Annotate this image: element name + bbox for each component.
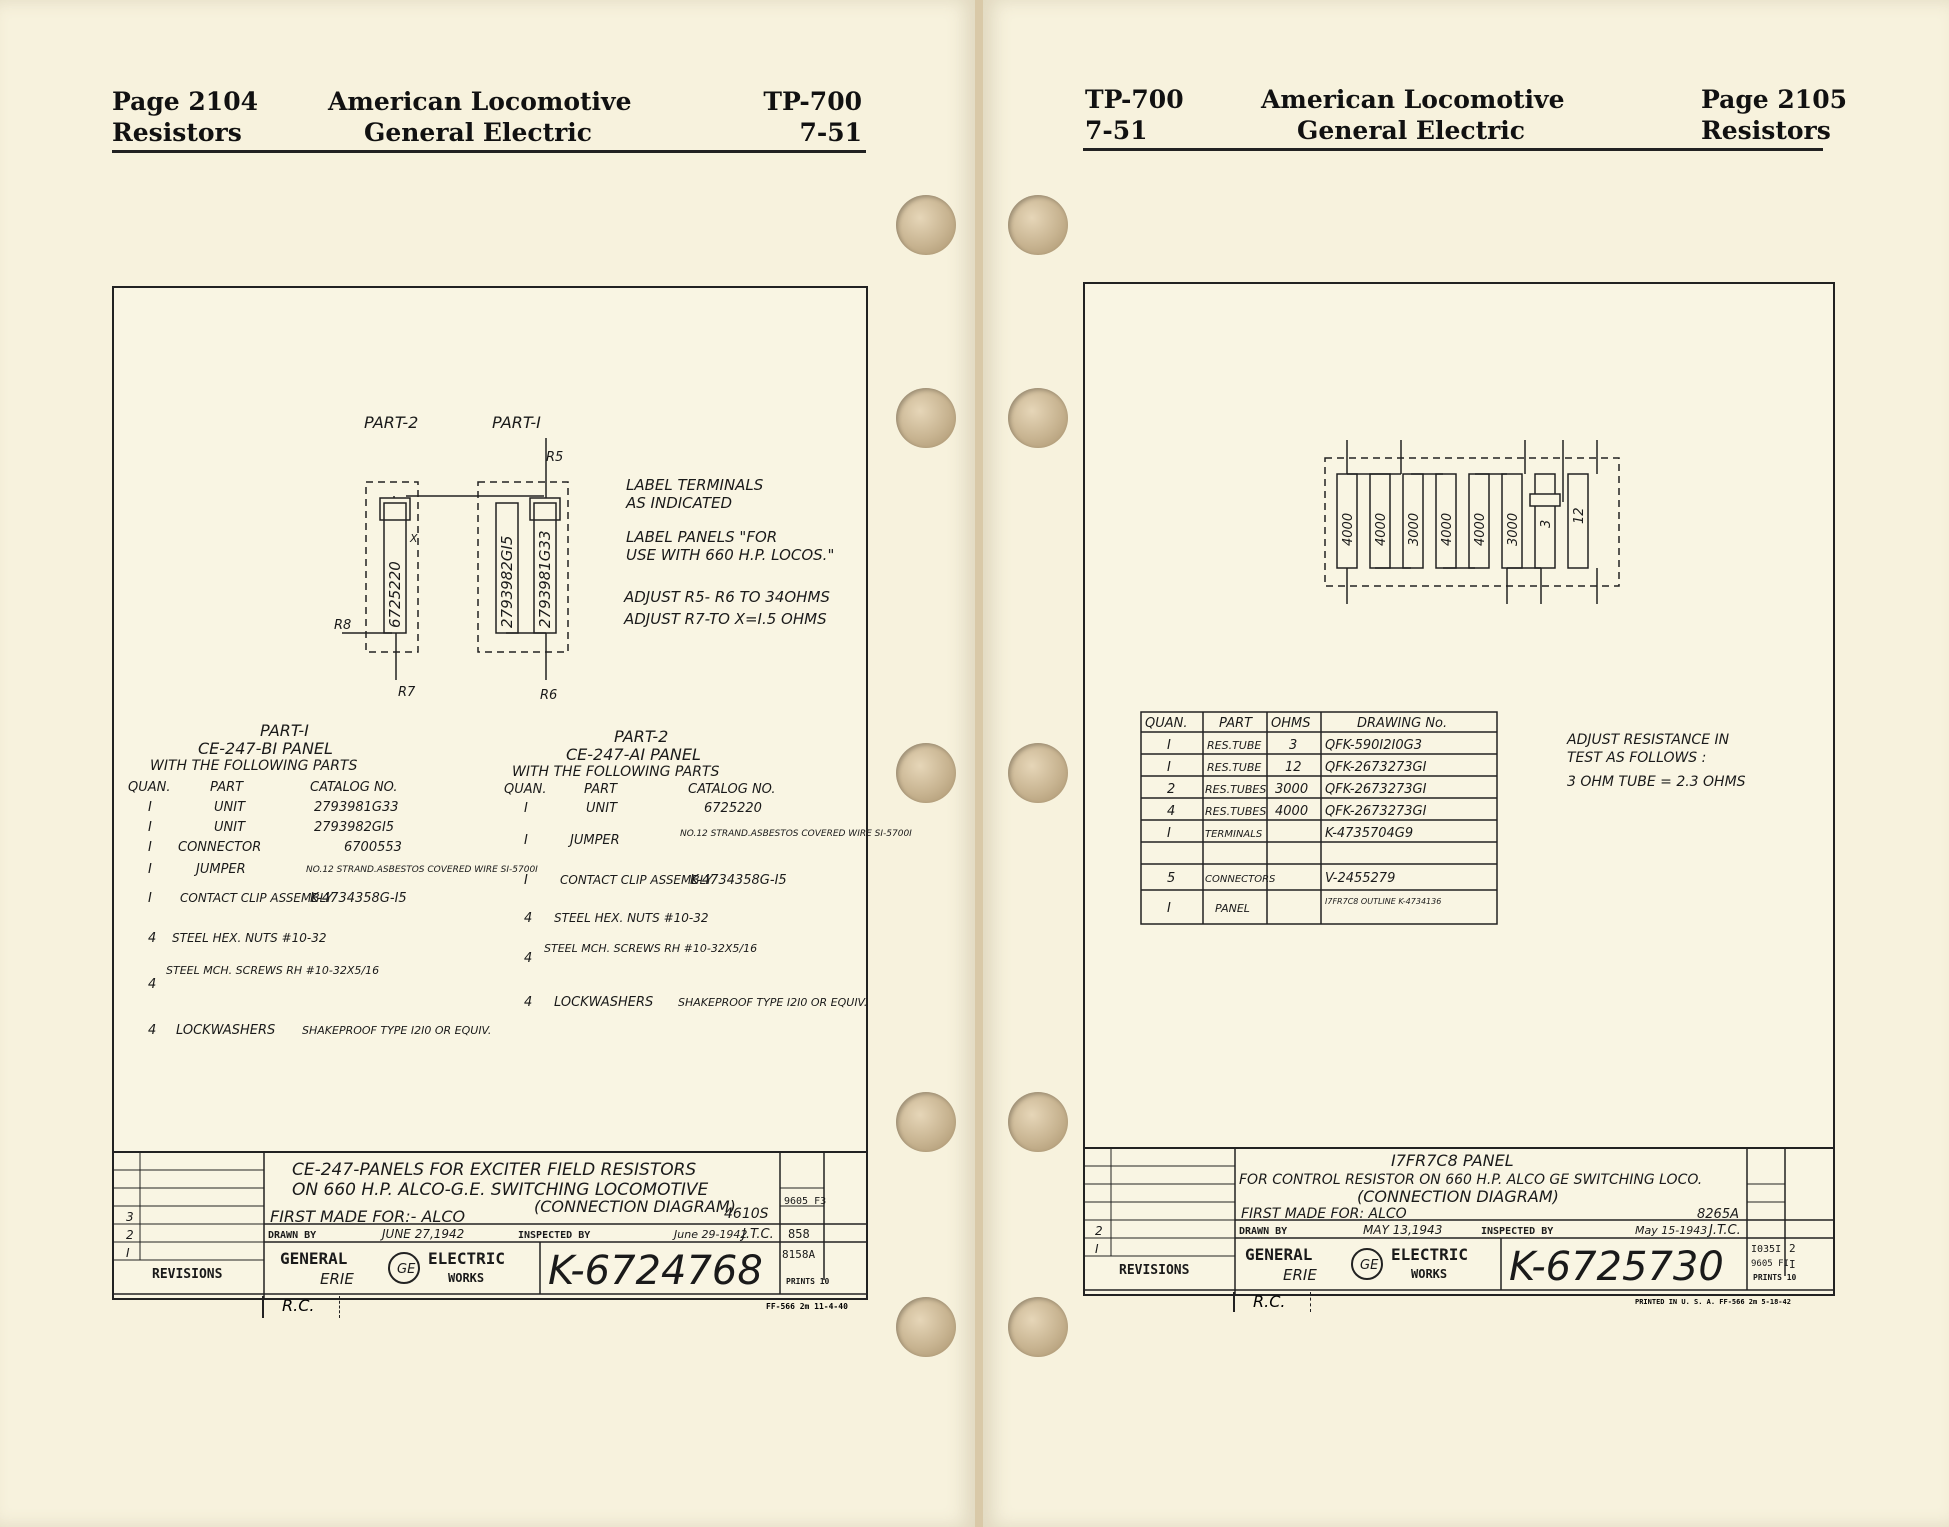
table-header: QUAN. (1145, 716, 1188, 731)
col-header: CATALOG NO. (688, 782, 776, 797)
table-cell: QFK-2673273GI (1325, 804, 1427, 819)
note-line: LABEL PANELS "FOR (626, 528, 778, 546)
form-number: PRINTED IN U. S. A. FF-566 2m 5-18-42 (1635, 1298, 1791, 1306)
company-name: GENERAL (280, 1249, 348, 1268)
note-line: LABEL TERMINALS (626, 476, 764, 494)
part2-title: PART-2 (614, 727, 669, 746)
drawn-by-label: DRAWN BY (1239, 1226, 1288, 1237)
cell: UNIT (214, 800, 246, 815)
drawing-number: K-6724768 (548, 1248, 763, 1294)
cell: I (148, 840, 152, 855)
cell: 4 (148, 1023, 157, 1038)
prints-count: PRINTS 10 (1753, 1273, 1797, 1282)
inspected-by-label: INSPECTED BY (518, 1230, 591, 1241)
cell: STEEL MCH. SCREWS RH #10-32X5/16 (166, 964, 380, 977)
doc-date: 7-51 (799, 118, 862, 147)
sheet-mark: I (1789, 1258, 1796, 1271)
company-name: GENERAL (1245, 1245, 1313, 1264)
r7-label: R7 (398, 685, 416, 700)
col-header: PART (584, 782, 618, 797)
r5-label: R5 (546, 450, 564, 465)
cell: 6700553 (344, 840, 402, 855)
table-cell: PANEL (1215, 902, 1250, 915)
title-line: (CONNECTION DIAGRAM) (1357, 1187, 1559, 1206)
table-cell: I7FR7C8 OUTLINE K-4734136 (1325, 897, 1442, 906)
cell: CONNECTOR (178, 840, 262, 855)
r6-label: R6 (540, 688, 558, 703)
r8-label: R8 (334, 618, 352, 633)
binder-hole (896, 743, 956, 803)
col-header: QUAN. (504, 782, 547, 797)
note-line: ADJUST R5- R6 TO 34OHMS (624, 588, 830, 606)
cell: I (148, 862, 152, 877)
tube-ohms: 4000 (1341, 512, 1356, 546)
table-cell: RES.TUBE (1207, 761, 1262, 774)
drawing-left (114, 288, 912, 1298)
revision-number: 2 (1095, 1224, 1103, 1238)
cell: STEEL MCH. SCREWS RH #10-32X5/16 (544, 942, 758, 955)
cell: 4 (524, 951, 533, 966)
first-made: FIRST MADE FOR: ALCO (1241, 1206, 1407, 1222)
table-header: DRAWING No. (1357, 716, 1448, 731)
col-header: PART (210, 780, 244, 795)
cell: JUMPER (570, 833, 620, 848)
table-cell: I (1167, 760, 1171, 775)
sheet-code: 9605 F3 (784, 1196, 827, 1207)
cell: STEEL HEX. NUTS #10-32 (172, 931, 327, 945)
cell: SHAKEPROOF TYPE I2I0 OR EQUIV. (678, 996, 868, 1009)
tube-ohms: 12 (1572, 507, 1587, 524)
header-rule (1083, 148, 1823, 151)
rc-label: R.C. (262, 1296, 340, 1318)
cell: CONTACT CLIP ASSEMBLY (560, 873, 713, 887)
cell: 4 (148, 931, 157, 946)
table-cell: TERMINALS (1205, 829, 1263, 840)
table-cell: I (1167, 826, 1171, 841)
right-header-doc (1085, 84, 1184, 146)
cell: 4 (524, 995, 533, 1010)
cell: JUMPER (196, 862, 246, 877)
note-line: USE WITH 660 H.P. LOCOS." (626, 546, 835, 564)
title-line: FOR CONTROL RESISTOR ON 660 H.P. ALCO GE SWITCHING LOCO. (1239, 1172, 1703, 1188)
tube-ohms: 4000 (1473, 512, 1488, 546)
drawn-by-label: DRAWN BY (268, 1230, 317, 1241)
binder-hole (1008, 388, 1068, 448)
form-number: FF-566 2m 11-4-40 (766, 1302, 848, 1311)
cell: K-4734358G-I5 (690, 873, 787, 888)
cell: I (148, 820, 152, 835)
doc-number: TP-700 (1085, 85, 1184, 114)
drawing-number: K-6725730 (1509, 1244, 1724, 1290)
table-cell: 3000 (1275, 782, 1309, 797)
part2-label: PART-2 (364, 413, 419, 432)
part1-title: PART-I (260, 721, 309, 740)
sheet-code: 8158A (782, 1248, 816, 1261)
adjust-note: ADJUST RESISTANCE IN (1567, 732, 1730, 748)
revision-number: I (1095, 1242, 1099, 1256)
inspected-date: May 15-1943 (1635, 1224, 1708, 1237)
cell: 2793982GI5 (314, 820, 395, 835)
cell: CONTACT CLIP ASSEMBLY (180, 891, 333, 905)
drawing-sheet-left (112, 286, 912, 1300)
binder-hole (896, 1092, 956, 1152)
part1-panel-outline (478, 482, 568, 652)
table-cell: RES.TUBE (1207, 739, 1262, 752)
order-number: 8265A (1697, 1207, 1739, 1222)
table-cell: 12 (1285, 760, 1302, 775)
cell: 4 (148, 977, 157, 992)
doc-number: TP-700 (763, 87, 862, 116)
tube-ohms: 4000 (1374, 512, 1389, 546)
drawn-date: JUNE 27,1942 (382, 1227, 465, 1241)
company-line-2: General Electric (363, 118, 593, 147)
tube-label: 2793981G33 (536, 530, 554, 628)
drawn-date: MAY 13,1943 (1363, 1223, 1443, 1237)
part1-label: PART-I (492, 413, 541, 432)
cell: I (148, 891, 152, 906)
sheet-code: 858 (788, 1227, 810, 1241)
sheet-code: I035I (1751, 1244, 1782, 1255)
cell: I (524, 873, 528, 888)
part2-subtitle: CE-247-AI PANEL (566, 745, 701, 764)
binder-hole (1008, 1297, 1068, 1357)
rc-label: R.C. (1233, 1292, 1311, 1312)
cell: 2793981G33 (314, 800, 399, 815)
right-header-page-block (1701, 84, 1847, 146)
table-header: PART (1219, 716, 1253, 731)
title-line: CE-247-PANELS FOR EXCITER FIELD RESISTORS (292, 1160, 697, 1180)
table-cell: 4000 (1275, 804, 1309, 819)
binder-hole (896, 1297, 956, 1357)
table-cell: QFK-2673273GI (1325, 760, 1427, 775)
table-cell: 2 (1167, 782, 1176, 797)
table-cell: 4 (1167, 804, 1176, 819)
table-cell: QFK-590I2I0G3 (1325, 738, 1422, 753)
col-header: CATALOG NO. (310, 780, 398, 795)
cell: LOCKWASHERS (554, 995, 654, 1010)
first-made: FIRST MADE FOR:- ALCO (270, 1207, 466, 1226)
title-line: ON 660 H.P. ALCO-G.E. SWITCHING LOCOMOTIVE (292, 1180, 709, 1200)
table-cell: RES.TUBES (1205, 783, 1267, 796)
section-name: Resistors (112, 118, 242, 147)
cell: UNIT (214, 820, 246, 835)
company-name: ELECTRIC (428, 1249, 506, 1268)
table-header: OHMS (1271, 716, 1311, 731)
left-header-company (328, 86, 632, 148)
note-line: AS INDICATED (626, 494, 733, 512)
section-name: Resistors (1701, 116, 1831, 145)
cell: I (524, 833, 528, 848)
cell: STEEL HEX. NUTS #10-32 (554, 911, 709, 925)
left-header-page-block (112, 86, 258, 148)
right-header-company (1261, 84, 1565, 146)
cell: SHAKEPROOF TYPE I2I0 OR EQUIV. (302, 1024, 492, 1037)
title-line: I7FR7C8 PANEL (1391, 1151, 1514, 1170)
page-number: Page 2104 (112, 87, 258, 116)
revision-number: 3 (126, 1210, 134, 1224)
part2-caption: WITH THE FOLLOWING PARTS (512, 764, 720, 780)
x-label: X (410, 532, 418, 545)
tube-label: 2793982GI5 (498, 535, 516, 628)
inspected-date: June 29-1942 (674, 1228, 748, 1241)
tube-ohms: 3 (1539, 519, 1554, 528)
cell: 6725220 (704, 801, 762, 816)
company-works: WORKS (1411, 1267, 1448, 1281)
cell: NO.12 STRAND.ASBESTOS COVERED WIRE SI-5700I (680, 829, 912, 839)
cell: UNIT (586, 801, 618, 816)
part1-caption: WITH THE FOLLOWING PARTS (150, 758, 358, 774)
sheet-mark: 2 (1789, 1242, 1796, 1255)
company-name: ELECTRIC (1391, 1245, 1469, 1264)
binder-hole (896, 388, 956, 448)
table-cell: CONNECTORS (1205, 874, 1276, 885)
tube-ohms: 3000 (1407, 512, 1422, 546)
binder-hole (1008, 743, 1068, 803)
company-line-1: American Locomotive (1261, 85, 1565, 114)
table-cell: K-4735704G9 (1325, 826, 1414, 841)
table-cell: QFK-2673273GI (1325, 782, 1427, 797)
drawing-right (1085, 284, 1833, 1294)
left-header-doc (760, 86, 862, 148)
table-cell: 5 (1167, 871, 1176, 886)
binder-hole (896, 195, 956, 255)
checked-initials: J.T.C. (742, 1227, 774, 1242)
parts-table-grid (1141, 712, 1497, 924)
cell: K-4734358G-I5 (310, 891, 407, 906)
revisions-label: REVISIONS (1119, 1263, 1190, 1278)
binder-hole (1008, 1092, 1068, 1152)
tube-label: 6725220 (386, 561, 404, 628)
header-rule (112, 150, 866, 153)
title-line: (CONNECTION DIAGRAM) (534, 1197, 736, 1216)
ge-logo: GE (397, 1262, 416, 1277)
inspected-by-label: INSPECTED BY (1481, 1226, 1554, 1237)
prints-count: PRINTS 10 (786, 1277, 830, 1286)
table-cell: 3 (1289, 738, 1298, 753)
cell: LOCKWASHERS (176, 1023, 276, 1038)
order-number: 4610S (724, 1206, 769, 1222)
company-works: WORKS (448, 1271, 485, 1285)
checked-initials: J.T.C. (1709, 1223, 1741, 1238)
right-page (983, 0, 1949, 1527)
revision-number: I (126, 1246, 130, 1260)
cell: NO.12 STRAND.ASBESTOS COVERED WIRE SI-5700I (306, 865, 538, 875)
adjust-note: TEST AS FOLLOWS : (1567, 750, 1707, 766)
table-cell: V-2455279 (1325, 871, 1396, 886)
company-line-1: American Locomotive (328, 87, 632, 116)
col-header: QUAN. (128, 780, 171, 795)
drawing-sheet-right (1083, 282, 1835, 1296)
tube-ohms: 3000 (1506, 512, 1521, 546)
table-cell: RES.TUBES (1205, 805, 1267, 818)
tube-ohms: 4000 (1440, 512, 1455, 546)
note-line: ADJUST R7-TO X=I.5 OHMS (624, 610, 827, 628)
adjust-note: 3 OHM TUBE = 2.3 OHMS (1567, 774, 1746, 790)
tube-slider (1530, 494, 1560, 506)
binder-hole (1008, 195, 1068, 255)
table-cell: I (1167, 901, 1171, 916)
cell: 4 (524, 911, 533, 926)
cell: I (524, 801, 528, 816)
company-line-2: General Electric (1296, 116, 1526, 145)
company-city: ERIE (1283, 1266, 1317, 1284)
page-number: Page 2105 (1701, 85, 1847, 114)
revisions-label: REVISIONS (152, 1267, 223, 1282)
part1-subtitle: CE-247-BI PANEL (198, 739, 333, 758)
company-city: ERIE (320, 1270, 354, 1288)
revision-number: 2 (126, 1228, 134, 1242)
table-cell: I (1167, 738, 1171, 753)
sheet-code: 9605 FI (1751, 1259, 1789, 1269)
doc-date: 7-51 (1085, 116, 1148, 145)
cell: I (148, 800, 152, 815)
ge-logo: GE (1360, 1258, 1379, 1273)
